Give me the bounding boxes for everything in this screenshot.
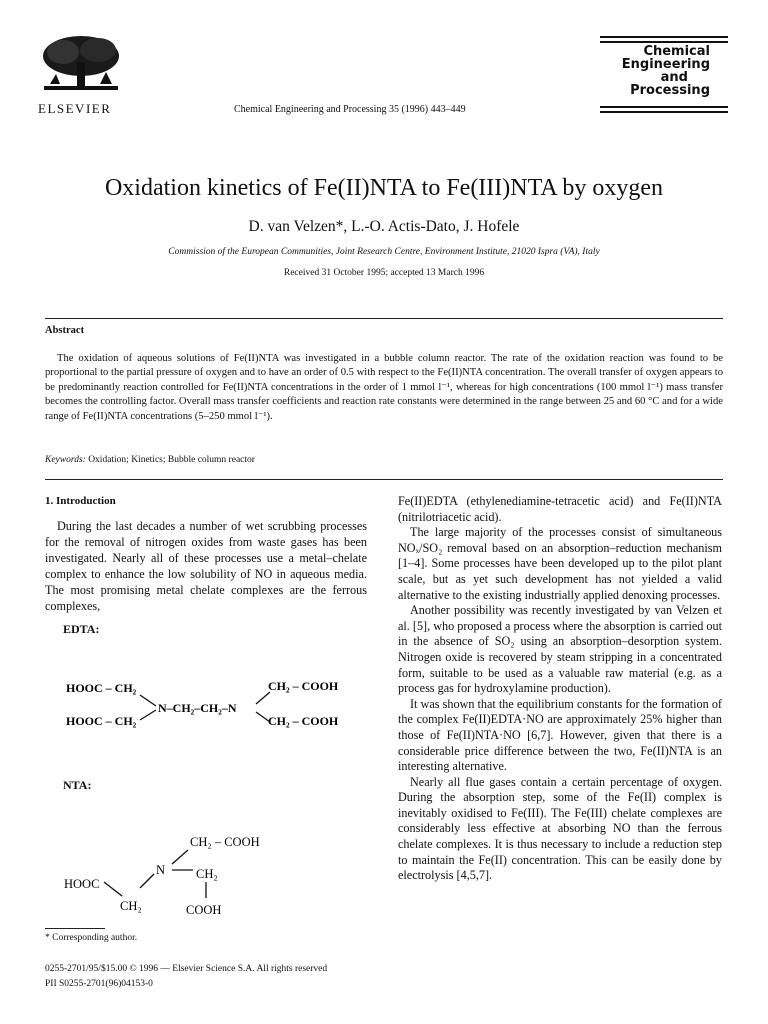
abstract-heading: Abstract bbox=[45, 325, 85, 336]
article-title: Oxidation kinetics of Fe(II)NTA to Fe(III)NTA by oxygen bbox=[104, 175, 664, 201]
journal-citation: Chemical Engineering and Processing 35 (1996) 443–449 bbox=[234, 104, 466, 115]
elsevier-tree-logo bbox=[38, 34, 124, 96]
publisher-name: ELSEVIER bbox=[38, 101, 112, 116]
nta-ch2-left: CH₂ bbox=[120, 899, 142, 913]
divider bbox=[45, 479, 723, 480]
edta-hooc-ch2-top: HOOC – CH₂ bbox=[66, 681, 137, 695]
nta-cooh: COOH bbox=[186, 903, 222, 917]
brand-line-2: Engineering bbox=[621, 57, 710, 72]
brand-line-1: Chemical bbox=[643, 44, 710, 59]
edta-label: EDTA: bbox=[63, 622, 100, 636]
edta-ch2-cooh-bottom: CH₂ – COOH bbox=[268, 714, 339, 728]
footnote: * Corresponding author. bbox=[45, 933, 138, 943]
pii-line: PII S0255-2701(96)04153-0 bbox=[45, 979, 153, 989]
paragraph: It was shown that the equilibrium constants for the formation of the complex Fe(II)EDTA·NO are approximately 25% higher than those of Fe(II)NTA·NO [6,7]. However, given that there is a considerable price difference between the two, Fe(II)NTA is an interesting alternative. bbox=[398, 696, 722, 774]
keywords-list: Oxidation; Kinetics; Bubble column reactor bbox=[88, 455, 255, 465]
keywords-label: Keywords: bbox=[45, 455, 86, 465]
nta-label: NTA: bbox=[63, 778, 92, 792]
author-affiliation: Commission of the European Communities, Joint Research Centre, Environment Institute, 21020 Ispra (VA), Italy bbox=[168, 247, 600, 257]
divider bbox=[45, 318, 723, 319]
paragraph: Another possibility was recently investigated by van Velzen et al. [5], who proposed a process where the absorption is carried out in the absence of SO₂ using an absorption–desorption system. Nitrogen oxide is recovered by steam stripping in a concentrated form, suitable to be used as a valuable raw material (e.g. as a process gas for hydroxylamine production). bbox=[398, 603, 722, 696]
edta-structure bbox=[60, 670, 360, 732]
article-authors: D. van Velzen*, L.-O. Actis-Dato, J. Hofele bbox=[248, 218, 520, 235]
received-dates: Received 31 October 1995; accepted 13 March 1996 bbox=[283, 268, 485, 278]
edta-ch2-cooh-top: CH₂ – COOH bbox=[268, 679, 339, 693]
keywords bbox=[45, 455, 255, 465]
intro-paragraph: During the last decades a number of wet scrubbing processes for the removal of nitrogen oxides from waste gases has been investigated. Nearly all of these processes use a metal–chelate complex to enhance the low solubility of NO in aqueous media. The most promising metal chelate complexes are the ferrous complexes, bbox=[45, 519, 367, 613]
brand-line-3: and bbox=[660, 70, 688, 85]
nta-ch2-right: CH₂ bbox=[196, 867, 218, 881]
edta-backbone: N–CH₂–CH₂–N bbox=[158, 701, 237, 715]
footnote-divider bbox=[45, 928, 105, 929]
paragraph: Nearly all flue gases contain a certain percentage of oxygen. During the absorption step, some of the Fe(II) complex is inevitably oxidised to Fe(III). The Fe(III) chelate complexes are considerably less effective at absorbing NO than the ferrous chelate complexes. It is thus necessary to include a reduction step to maintain the Fe(II) concentration. This can be easily done by electrolysis [4,5,7]. bbox=[398, 774, 722, 883]
journal-brand-logo bbox=[600, 36, 728, 114]
section-heading: 1. Introduction bbox=[45, 495, 116, 507]
nta-n: N bbox=[156, 863, 166, 877]
paragraph: Fe(II)EDTA (ethylenediamine-tetracetic acid) and Fe(II)NTA (nitrilotriacetic acid). bbox=[398, 494, 722, 524]
copyright-line: 0255-2701/95/$15.00 © 1996 — Elsevier Science S.A. All rights reserved bbox=[45, 964, 328, 974]
abstract-text: The oxidation of aqueous solutions of Fe(II)NTA was investigated in a bubble column reactor. The rate of the oxidation reaction was found to be proportional to the partial pressure of oxygen and to have an order of 0.5 with respect to the Fe(II)NTA concentration. The overall transfer of oxygen appears to be predominantly reaction controlled for Fe(II)NTA concentrations in the order of 1 mmol l⁻¹, whereas for high concentrations (100 mmol l⁻¹) mass transfer becomes the controlling factor. Overall mass transfer coefficients and reaction rate constants were determined in the range between 25 and 60 °C and for a wide range of Fe(II)NTA concentrations (5–250 mmol l⁻¹). bbox=[45, 353, 723, 422]
nta-ch2-cooh-top: CH₂ – COOH bbox=[190, 835, 260, 849]
edta-hooc-ch2-bottom: HOOC – CH₂ bbox=[66, 714, 137, 728]
paragraph: The large majority of the processes consist of simultaneous NOₓ/SO₂ removal based on an absorption–reduction mechanism [1–4]. Some processes have been developed up to the pilot plant scale, but as yet such development has not yielded a valid alternative to the existing industrially applied denoxing processes. bbox=[398, 525, 722, 602]
brand-line-4: Processing bbox=[630, 83, 710, 98]
nta-hooc: HOOC bbox=[64, 877, 100, 891]
right-column bbox=[398, 494, 722, 884]
nta-structure bbox=[60, 826, 290, 921]
